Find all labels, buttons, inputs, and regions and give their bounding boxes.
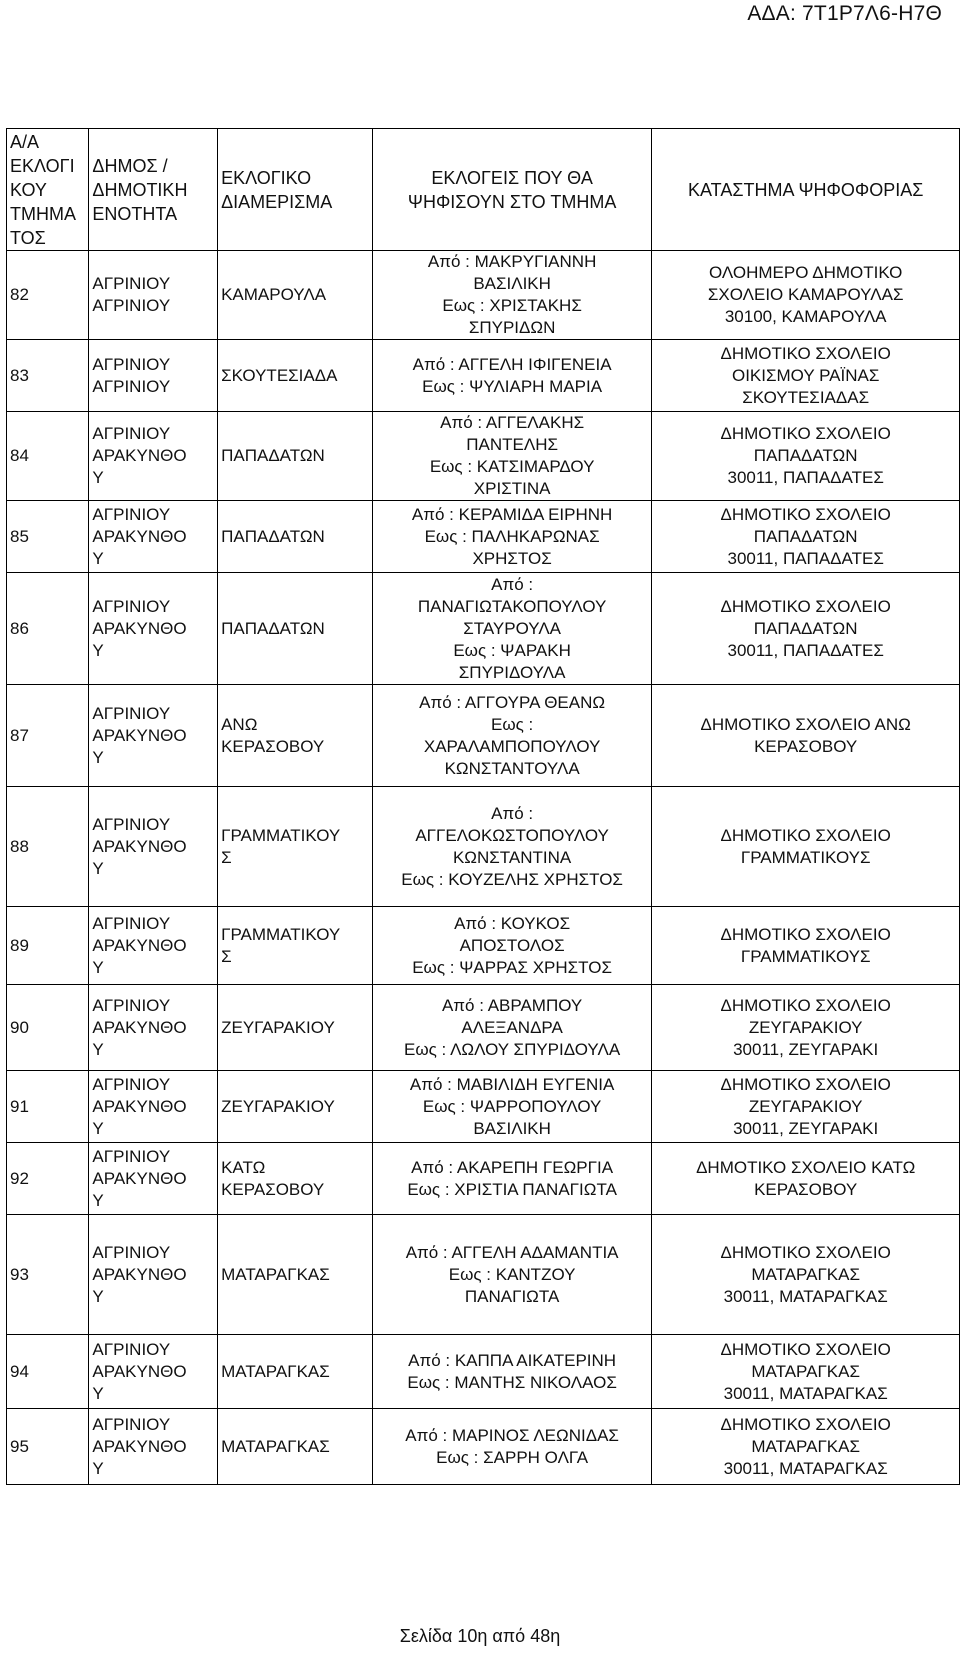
page-footer: Σελίδα 10η από 48η (399, 1626, 561, 1646)
polling-station (652, 685, 960, 787)
polling-station (652, 573, 960, 685)
municipality-line: ΑΡΑΚΥΝΘΟ (92, 935, 187, 955)
municipality (89, 1071, 218, 1143)
column-header-municipality-line: ΔΗΜΟΣ / (92, 155, 168, 176)
electoral-district-line: ΖΕΥΓΑΡΑΚΙΟΥ (221, 1017, 335, 1037)
voters-range-line: Εως : ΨΑΡΡΑΣ ΧΡΗΣΤΟΣ (412, 957, 612, 977)
table-row (7, 787, 960, 907)
electoral-district-line: Σ (221, 847, 232, 867)
polling-station-line: ΟΙΚΙΣΜΟΥ ΡΑΪΝΑΣ (731, 365, 880, 385)
polling-station-line: ΜΑΤΑΡΑΓΚΑΣ (751, 1436, 860, 1456)
municipality-line: ΑΓΡΙΝΙΟΥ (92, 354, 171, 374)
polling-station-line: ΚΕΡΑΣΟΒΟΥ (754, 736, 858, 756)
municipality-line: ΑΡΑΚΥΝΘΟ (92, 1264, 187, 1284)
polling-station-line: ΖΕΥΓΑΡΑΚΙΟΥ (748, 1096, 863, 1116)
municipality-line: ΑΡΑΚΥΝΘΟ (92, 1168, 187, 1188)
polling-station (652, 1409, 960, 1485)
electoral-district-line: ΚΕΡΑΣΟΒΟΥ (221, 736, 325, 756)
electoral-district-line: ΜΑΤΑΡΑΓΚΑΣ (221, 1361, 330, 1381)
municipality-line: Υ (92, 858, 104, 878)
voters-range-line: ΣΠΥΡΙΔΟΥΛΑ (458, 662, 566, 682)
municipality (89, 985, 218, 1071)
electoral-district-line: ΣΚΟΥΤΕΣΙΑΔΑ (221, 365, 338, 385)
polling-station-line: 30100, ΚΑΜΑΡΟΥΛΑ (724, 307, 887, 326)
electoral-district-line: ΓΡΑΜΜΑΤΙΚΟΥ (221, 825, 341, 845)
electoral-district (218, 1409, 373, 1485)
polling-station-line: ΔΗΜΟΤΙΚΟ ΣΧΟΛΕΙΟ (720, 995, 891, 1015)
polling-station (652, 501, 960, 573)
polling-station (652, 340, 960, 412)
polling-station-line: ΔΗΜΟΤΙΚΟ ΣΧΟΛΕΙΟ (720, 1339, 891, 1359)
table-row (7, 985, 960, 1071)
table-row (7, 501, 960, 573)
municipality-line: ΑΡΑΚΥΝΘΟ (92, 725, 187, 745)
table-row (7, 1143, 960, 1215)
section-number: 95 (7, 1409, 89, 1485)
municipality (89, 787, 218, 907)
voters-range (372, 907, 651, 985)
column-header-section-number-line: Α/Α (10, 131, 40, 152)
section-number: 84 (7, 412, 89, 501)
polling-station (652, 1335, 960, 1409)
voters-range-line: ΚΩΝΣΤΑΝΤΟΥΛΑ (444, 758, 580, 778)
voters-range (372, 1071, 651, 1143)
municipality (89, 685, 218, 787)
polling-station-line: ΔΗΜΟΤΙΚΟ ΣΧΟΛΕΙΟ (720, 504, 891, 524)
column-header-section-number-line: ΚΟΥ (10, 179, 47, 200)
municipality (89, 573, 218, 685)
table-row (7, 685, 960, 787)
voters-range-line: Εως : ΚΑΝΤΖΟΥ (448, 1264, 576, 1284)
section-number: 86 (7, 573, 89, 685)
voters-range (372, 1215, 651, 1335)
municipality-line: ΑΓΡΙΝΙΟΥ (92, 814, 171, 834)
polling-station-line: ΔΗΜΟΤΙΚΟ ΣΧΟΛΕΙΟ (720, 343, 891, 363)
municipality-line: Υ (92, 957, 104, 977)
electoral-district (218, 573, 373, 685)
polling-station-line: ΖΕΥΓΑΡΑΚΙΟΥ (748, 1017, 863, 1037)
section-number: 93 (7, 1215, 89, 1335)
municipality-line: ΑΡΑΚΥΝΘΟ (92, 1017, 187, 1037)
electoral-district-line: ΖΕΥΓΑΡΑΚΙΟΥ (221, 1096, 335, 1116)
table-row (7, 1215, 960, 1335)
voters-range-line: ΠΑΝΤΕΛΗΣ (466, 435, 558, 454)
municipality-line: ΑΓΡΙΝΙΟΥ (92, 296, 171, 315)
polling-station-line: ΜΑΤΑΡΑΓΚΑΣ (751, 1264, 860, 1284)
municipality (89, 907, 218, 985)
municipality-line: Υ (92, 548, 104, 568)
voters-range-line: Από : ΜΑΚΡΥΓΙΑΝΝΗ (427, 252, 597, 271)
voters-range-line: Εως : ΚΑΤΣΙΜΑΡΔΟΥ (429, 457, 595, 476)
table-row (7, 1335, 960, 1409)
polling-station-line: 30011, ΠΑΠΑΔΑΤΕΣ (727, 468, 884, 487)
electoral-district (218, 340, 373, 412)
polling-station-line: 30011, ΖΕΥΓΑΡΑΚΙ (733, 1039, 879, 1059)
voters-range-line: Εως : ΠΑΛΗΚΑΡΩΝΑΣ (424, 526, 600, 546)
electoral-district-line: ΑΝΩ (221, 714, 258, 734)
municipality-line: ΑΓΡΙΝΙΟΥ (92, 596, 171, 616)
polling-station-line: ΣΚΟΥΤΕΣΙΑΔΑΣ (742, 387, 870, 407)
polling-station-line: ΔΗΜΟΤΙΚΟ ΣΧΟΛΕΙΟ (720, 596, 891, 616)
electoral-district (218, 985, 373, 1071)
polling-station-line: ΔΗΜΟΤΙΚΟ ΣΧΟΛΕΙΟ (720, 1414, 891, 1434)
column-header-electoral-district-line: ΔΙΑΜΕΡΙΣΜΑ (221, 191, 333, 212)
voters-range-line: Από : ΑΒΡΑΜΠΟΥ (441, 995, 583, 1015)
electoral-district (218, 1071, 373, 1143)
electoral-district-line: ΚΑΤΩ (221, 1157, 266, 1177)
municipality-line: ΑΓΡΙΝΙΟΥ (92, 913, 171, 933)
electoral-district (218, 1215, 373, 1335)
voters-range (372, 251, 651, 340)
polling-station-line: ΠΑΠΑΔΑΤΩΝ (753, 526, 858, 546)
table-row (7, 573, 960, 685)
voters-range (372, 573, 651, 685)
voters-range-line: ΒΑΣΙΛΙΚΗ (473, 1118, 551, 1138)
voters-range-line: Από : ΜΑΒΙΛΙΔΗ ΕΥΓΕΝΙΑ (409, 1074, 615, 1094)
municipality-line: ΑΓΡΙΝΙΟΥ (92, 274, 171, 293)
voters-range-line: Εως : ΧΡΙΣΤΙΑ ΠΑΝΑΓΙΩΤΑ (407, 1179, 617, 1199)
electoral-district-line: ΜΑΤΑΡΑΓΚΑΣ (221, 1264, 330, 1284)
voters-range-line: Από : (491, 803, 534, 823)
voters-range-line: ΧΑΡΑΛΑΜΠΟΠΟΥΛΟΥ (423, 736, 601, 756)
voters-range-line: ΠΑΝΑΓΙΩΤΑΚΟΠΟΥΛΟΥ (417, 596, 607, 616)
voters-range (372, 1335, 651, 1409)
section-number: 89 (7, 907, 89, 985)
voters-range (372, 412, 651, 501)
document-code: ΑΔΑ: 7Τ1Ρ7Λ6-Η7Θ (747, 2, 942, 25)
voters-range (372, 1143, 651, 1215)
polling-stations-table (6, 128, 960, 1485)
voters-range-line: Εως : ΧΡΙΣΤΑΚΗΣ (442, 296, 582, 315)
polling-station-line: 30011, ΖΕΥΓΑΡΑΚΙ (733, 1118, 879, 1138)
municipality-line: ΑΡΑΚΥΝΘΟ (92, 1096, 187, 1116)
voters-range (372, 340, 651, 412)
column-header-polling-station-line: ΚΑΤΑΣΤΗΜΑ ΨΗΦΟΦΟΡΙΑΣ (687, 179, 924, 200)
municipality (89, 1335, 218, 1409)
municipality-line: ΑΓΡΙΝΙΟΥ (92, 1414, 171, 1434)
municipality-line: ΑΓΡΙΝΙΟΥ (92, 1242, 171, 1262)
polling-station (652, 1071, 960, 1143)
polling-station (652, 251, 960, 340)
polling-station (652, 1143, 960, 1215)
polling-station-line: 30011, ΜΑΤΑΡΑΓΚΑΣ (723, 1383, 888, 1403)
column-header-section-number-line: ΕΚΛΟΓΙ (10, 155, 75, 176)
municipality-line: Υ (92, 468, 104, 487)
polling-station-line: ΔΗΜΟΤΙΚΟ ΣΧΟΛΕΙΟ (720, 1074, 891, 1094)
electoral-district (218, 907, 373, 985)
electoral-district-line: ΚΑΜΑΡΟΥΛΑ (221, 285, 327, 304)
polling-station-line: ΟΛΟΗΜΕΡΟ ΔΗΜΟΤΙΚΟ (708, 263, 903, 282)
municipality-line: Υ (92, 640, 104, 660)
polling-station-line: ΚΕΡΑΣΟΒΟΥ (754, 1179, 858, 1199)
voters-range-line: Εως : ΚΟΥΖΕΛΗΣ ΧΡΗΣΤΟΣ (401, 869, 623, 889)
municipality (89, 251, 218, 340)
municipality-line: Υ (92, 1039, 104, 1059)
electoral-district (218, 501, 373, 573)
polling-station-line: ΣΧΟΛΕΙΟ ΚΑΜΑΡΟΥΛΑΣ (707, 285, 904, 304)
table-row (7, 1071, 960, 1143)
polling-station-line: ΔΗΜΟΤΙΚΟ ΣΧΟΛΕΙΟ (720, 1242, 891, 1262)
electoral-district-line: ΜΑΤΑΡΑΓΚΑΣ (221, 1436, 330, 1456)
municipality-line: ΑΓΡΙΝΙΟΥ (92, 1339, 171, 1359)
voters-range-line: Από : ΚΟΥΚΟΣ (454, 913, 571, 933)
voters-range-line: Εως : ΨΥΛΙΑΡΗ ΜΑΡΙΑ (422, 376, 603, 396)
column-header-section-number-line: ΤΟΣ (10, 227, 46, 248)
column-header-polling-station (652, 129, 960, 251)
voters-range (372, 501, 651, 573)
electoral-district (218, 685, 373, 787)
municipality (89, 501, 218, 573)
polling-station-line: 30011, ΜΑΤΑΡΑΓΚΑΣ (723, 1458, 888, 1478)
polling-station (652, 412, 960, 501)
electoral-district-line: ΚΕΡΑΣΟΒΟΥ (221, 1179, 325, 1199)
voters-range-line: Από : (491, 574, 534, 594)
voters-range (372, 685, 651, 787)
polling-station (652, 985, 960, 1071)
polling-station-line: ΔΗΜΟΤΙΚΟ ΣΧΟΛΕΙΟ (720, 924, 891, 944)
voters-range (372, 985, 651, 1071)
municipality (89, 1409, 218, 1485)
municipality-line: ΑΡΑΚΥΝΘΟ (92, 836, 187, 856)
electoral-district (218, 787, 373, 907)
column-header-voters-range (372, 129, 651, 251)
voters-range-line: ΑΓΓΕΛΟΚΩΣΤΟΠΟΥΛΟΥ (415, 825, 609, 845)
table-body (7, 129, 960, 1485)
municipality-line: Υ (92, 1286, 104, 1306)
municipality (89, 412, 218, 501)
municipality (89, 340, 218, 412)
municipality-line: ΑΓΡΙΝΙΟΥ (92, 424, 171, 443)
voters-range-line: Εως : (490, 714, 534, 734)
voters-range-line: Εως : ΨΑΡΡΟΠΟΥΛΟΥ (422, 1096, 602, 1116)
table-row (7, 907, 960, 985)
voters-range-line: ΠΑΝΑΓΙΩΤΑ (464, 1286, 560, 1306)
section-number: 87 (7, 685, 89, 787)
municipality-line: ΑΓΡΙΝΙΟΥ (92, 995, 171, 1015)
municipality-line: Υ (92, 747, 104, 767)
voters-range-line: ΧΡΗΣΤΟΣ (472, 548, 552, 568)
voters-range-line: Εως : ΜΑΝΤΗΣ ΝΙΚΟΛΑΟΣ (407, 1372, 617, 1392)
polling-station-line: ΔΗΜΟΤΙΚΟ ΣΧΟΛΕΙΟ (720, 424, 891, 443)
electoral-district-line: ΠΑΠΑΔΑΤΩΝ (221, 446, 325, 465)
voters-range-line: ΑΠΟΣΤΟΛΟΣ (459, 935, 565, 955)
section-number: 85 (7, 501, 89, 573)
section-number: 91 (7, 1071, 89, 1143)
section-number: 82 (7, 251, 89, 340)
section-number: 92 (7, 1143, 89, 1215)
municipality-line: ΑΓΡΙΝΙΟΥ (92, 376, 171, 396)
column-header-section-number-line: ΤΜΗΜΑ (10, 203, 76, 224)
polling-station-line: ΓΡΑΜΜΑΤΙΚΟΥΣ (740, 847, 871, 867)
voters-range-line: Από : ΑΓΓΟΥΡΑ ΘΕΑΝΩ (419, 692, 606, 712)
polling-station-line: ΠΑΠΑΔΑΤΩΝ (753, 618, 858, 638)
municipality-line: ΑΡΑΚΥΝΘΟ (92, 1361, 187, 1381)
column-header-electoral-district-line: ΕΚΛΟΓΙΚΟ (221, 167, 312, 188)
voters-range-line: ΣΤΑΥΡΟΥΛΑ (463, 618, 562, 638)
electoral-district-line: ΠΑΠΑΔΑΤΩΝ (221, 526, 325, 546)
section-number: 94 (7, 1335, 89, 1409)
municipality-line: Υ (92, 1383, 104, 1403)
column-header-voters-range-line: ΨΗΦΙΣΟΥΝ ΣΤΟ ΤΜΗΜΑ (407, 191, 617, 212)
table-row (7, 340, 960, 412)
section-number: 83 (7, 340, 89, 412)
voters-range-line: Από : ΑΓΓΕΛΑΚΗΣ (440, 413, 585, 432)
column-header-municipality-line: ΕΝΟΤΗΤΑ (92, 203, 178, 224)
column-header-section-number (7, 129, 89, 251)
polling-station-line: ΔΗΜΟΤΙΚΟ ΣΧΟΛΕΙΟ (720, 825, 891, 845)
municipality-line: Υ (92, 1190, 104, 1210)
polling-station-line: ΜΑΤΑΡΑΓΚΑΣ (751, 1361, 860, 1381)
municipality-line: ΑΓΡΙΝΙΟΥ (92, 1146, 171, 1166)
polling-station-line: ΠΑΠΑΔΑΤΩΝ (753, 446, 858, 465)
voters-range-line: Από : ΚΑΠΠΑ ΑΙΚΑΤΕΡΙΝΗ (408, 1350, 617, 1370)
voters-range-line: Από : ΑΓΓΕΛΗ ΑΔΑΜΑΝΤΙΑ (405, 1242, 619, 1262)
electoral-district-line: Σ (221, 946, 232, 966)
table-header-row (7, 129, 960, 251)
voters-range-line: Από : ΑΚΑΡΕΠΗ ΓΕΩΡΓΙΑ (411, 1157, 614, 1177)
municipality-line: Υ (92, 1118, 104, 1138)
voters-range-line: ΑΛΕΞΑΝΔΡΑ (461, 1017, 563, 1037)
voters-range (372, 1409, 651, 1485)
column-header-electoral-district (218, 129, 373, 251)
voters-range-line: ΧΡΙΣΤΙΝΑ (473, 479, 551, 498)
polling-station (652, 907, 960, 985)
voters-range-line: Εως : ΛΩΛΟΥ ΣΠΥΡΙΔΟΥΛΑ (404, 1039, 621, 1059)
municipality (89, 1143, 218, 1215)
municipality (89, 1215, 218, 1335)
polling-station-line: ΔΗΜΟΤΙΚΟ ΣΧΟΛΕΙΟ ΚΑΤΩ (696, 1157, 916, 1177)
section-number: 90 (7, 985, 89, 1071)
polling-station (652, 787, 960, 907)
electoral-district (218, 1143, 373, 1215)
voters-range-line: ΒΑΣΙΛΙΚΗ (473, 274, 551, 293)
electoral-district (218, 251, 373, 340)
voters-range-line: ΚΩΝΣΤΑΝΤΙΝΑ (452, 847, 572, 867)
polling-station-line: 30011, ΜΑΤΑΡΑΓΚΑΣ (723, 1286, 888, 1306)
voters-range-line: Εως : ΨΑΡΑΚΗ (453, 640, 571, 660)
column-header-municipality (89, 129, 218, 251)
polling-station-line: ΔΗΜΟΤΙΚΟ ΣΧΟΛΕΙΟ ΑΝΩ (700, 714, 911, 734)
municipality-line: ΑΡΑΚΥΝΘΟ (92, 618, 187, 638)
polling-station-line: 30011, ΠΑΠΑΔΑΤΕΣ (727, 548, 884, 568)
polling-station-line: ΓΡΑΜΜΑΤΙΚΟΥΣ (740, 946, 871, 966)
polling-station (652, 1215, 960, 1335)
table-row (7, 251, 960, 340)
municipality-line: ΑΓΡΙΝΙΟΥ (92, 504, 171, 524)
electoral-district-line: ΠΑΠΑΔΑΤΩΝ (221, 618, 325, 638)
voters-range (372, 787, 651, 907)
column-header-voters-range-line: ΕΚΛΟΓΕΙΣ ΠΟΥ ΘΑ (431, 167, 593, 188)
municipality-line: ΑΡΑΚΥΝΘΟ (92, 1436, 187, 1456)
voters-range-line: Από : ΑΓΓΕΛΗ ΙΦΙΓΕΝΕΙΑ (412, 354, 612, 374)
municipality-line: ΑΓΡΙΝΙΟΥ (92, 1074, 171, 1094)
electoral-district (218, 1335, 373, 1409)
voters-range-line: Από : ΜΑΡΙΝΟΣ ΛΕΩΝΙΔΑΣ (405, 1425, 619, 1445)
column-header-municipality-line: ΔΗΜΟΤΙΚΗ (92, 179, 188, 200)
table-row (7, 412, 960, 501)
voters-range-line: Εως : ΣΑΡΡΗ ΟΛΓΑ (436, 1447, 589, 1467)
municipality-line: ΑΡΑΚΥΝΘΟ (92, 526, 187, 546)
electoral-district (218, 412, 373, 501)
municipality-line: Υ (92, 1458, 104, 1478)
electoral-district-line: ΓΡΑΜΜΑΤΙΚΟΥ (221, 924, 341, 944)
polling-station-line: 30011, ΠΑΠΑΔΑΤΕΣ (727, 640, 884, 660)
voters-range-line: Από : ΚΕΡΑΜΙΔΑ ΕΙΡΗΝΗ (411, 504, 613, 524)
municipality-line: ΑΓΡΙΝΙΟΥ (92, 703, 171, 723)
table-row (7, 1409, 960, 1485)
municipality-line: ΑΡΑΚΥΝΘΟ (92, 446, 187, 465)
voters-range-line: ΣΠΥΡΙΔΩΝ (468, 318, 556, 337)
section-number: 88 (7, 787, 89, 907)
